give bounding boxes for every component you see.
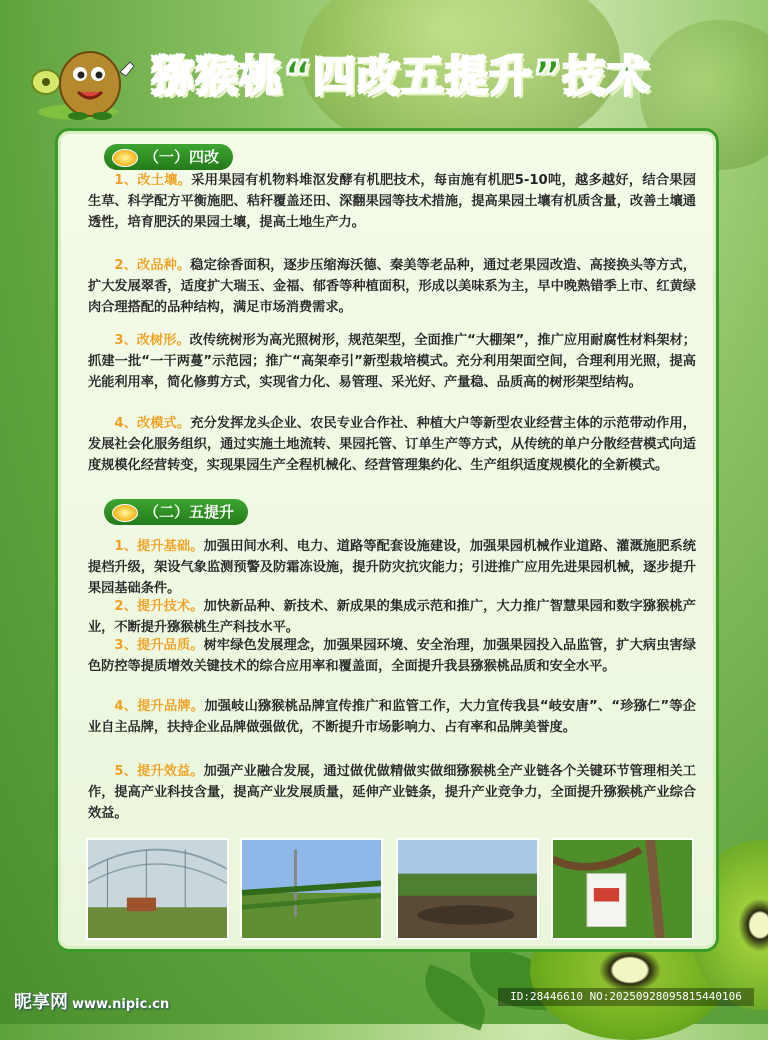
item-improve-technology — [88, 597, 696, 639]
item-text: 加强田间水利、电力、道路等配套设施建设，加强果园机械作业道路、灌溉施肥系统提档升级，架设气象监测预警及防霜冻设施，提升防灾抗灾能力；引进推广应用先进果园机械，逐步提升果园基础条件。 — [88, 539, 696, 596]
image-id-tag: ID:28446610 NO:20250928095815440106 — [498, 988, 754, 1006]
watermark-brand: 昵享网 — [14, 992, 68, 1013]
item-text: 加强产业融合发展，通过做优做精做实做细猕猴桃全产业链各个关键环节管理相关工作，提高产业科技含量，提高产业发展质量，延伸产业链条，提升产业竞争力，全面提升猕猴桃产业综合效益。 — [88, 764, 696, 821]
item-improve-foundation — [88, 537, 696, 599]
kiwi-slice-icon — [112, 149, 138, 167]
item-text: 加强岐山猕猴桃品牌宣传推广和监管工作，大力宣传我县“岐安唐”、“珍猕仁”等企业自主品牌，扶持企业品牌做强做优，不断提升市场影响力、占有率和品牌美誉度。 — [88, 699, 696, 735]
item-improve-benefit — [88, 762, 696, 824]
page-title: 猕猴桃“四改五提升”技术 — [152, 52, 652, 101]
watermark-site: www.nipic.cn — [72, 997, 170, 1012]
trellis-orchard-photo — [240, 838, 383, 940]
item-text: 树牢绿色发展理念，加强果园环境、安全治理，加强果园投入品监管，扩大病虫害绿色防控等提质增效关键技术的综合应用率和覆盖面，全面提升我县猕猴桃品质和安全水平。 — [88, 638, 696, 674]
greenhouse-photo — [86, 838, 229, 940]
item-text: 稳定徐香面积，逐步压缩海沃德、秦美等老品种，通过老果园改造、高接换头等方式，扩大发展翠香，适度扩大瑞玉、金福、郁香等种植面积，形成以美味系为主，早中晚熟错季上市、红黄绿肉合理搭配的品种结构，满足市场消费需求。 — [88, 258, 696, 315]
item-label: 3、提升品质。 — [114, 638, 204, 653]
item-label: 4、提升品牌。 — [114, 699, 205, 714]
item-label: 2、改品种。 — [114, 258, 191, 273]
item-change-variety — [88, 256, 696, 318]
item-change-tree-shape — [88, 331, 696, 393]
bagged-fruit-photo — [551, 838, 694, 940]
kiwi-slice-icon — [112, 504, 138, 522]
item-label: 1、改土壤。 — [114, 173, 192, 188]
field-photo — [396, 838, 539, 940]
item-label: 5、提升效益。 — [114, 764, 204, 779]
watermark — [14, 988, 169, 1014]
item-text: 加快新品种、新技术、新成果的集成示范和推广，大力推广智慧果园和数字猕猴桃产业，不断提升猕猴桃生产科技水平。 — [88, 599, 696, 635]
section-heading-four-changes — [104, 144, 233, 170]
item-change-soil — [88, 171, 696, 233]
kiwi-mascot-icon — [28, 42, 148, 122]
section-heading-five-improvements — [104, 499, 248, 525]
section-heading-text: （一）四改 — [144, 148, 220, 166]
section-heading-text: （二）五提升 — [144, 503, 235, 521]
item-label: 2、提升技术。 — [114, 599, 204, 614]
item-label: 3、改树形。 — [114, 333, 190, 348]
item-improve-quality — [88, 636, 696, 678]
item-change-mode — [88, 414, 696, 476]
item-label: 1、提升基础。 — [114, 539, 204, 554]
item-label: 4、改模式。 — [114, 416, 191, 431]
item-improve-brand — [88, 697, 696, 739]
item-text: 改传统树形为高光照树形，规范架型，全面推广“大棚架”，推广应用耐腐性材料架材；抓建一批“一干两蔓”示范园；推广“高架牵引”新型栽培模式。充分利用架面空间，合理利用光照，提高光能利用率，简化修剪方式，实现省力化、易管理、采光好、产量稳、品质高的树形架型结构。 — [88, 333, 696, 390]
item-text: 采用果园有机物料堆沤发酵有机肥技术，每亩施有机肥5-10吨，越多越好，结合果园生草、科学配方平衡施肥、秸秆覆盖还田、深翻果园等技术措施，提高果园土壤有机质含量，改善土壤通透性，培育肥沃的果园土壤，提高土地生产力。 — [88, 173, 696, 230]
item-text: 充分发挥龙头企业、农民专业合作社、种植大户等新型农业经营主体的示范带动作用，发展社会化服务组织，通过实施土地流转、果园托管、订单生产等方式，从传统的单户分散经营模式向适度规模化经营转变，实现果园生产全程机械化、经营管理集约化、生产组织适度规模化的全新模式。 — [88, 416, 696, 473]
